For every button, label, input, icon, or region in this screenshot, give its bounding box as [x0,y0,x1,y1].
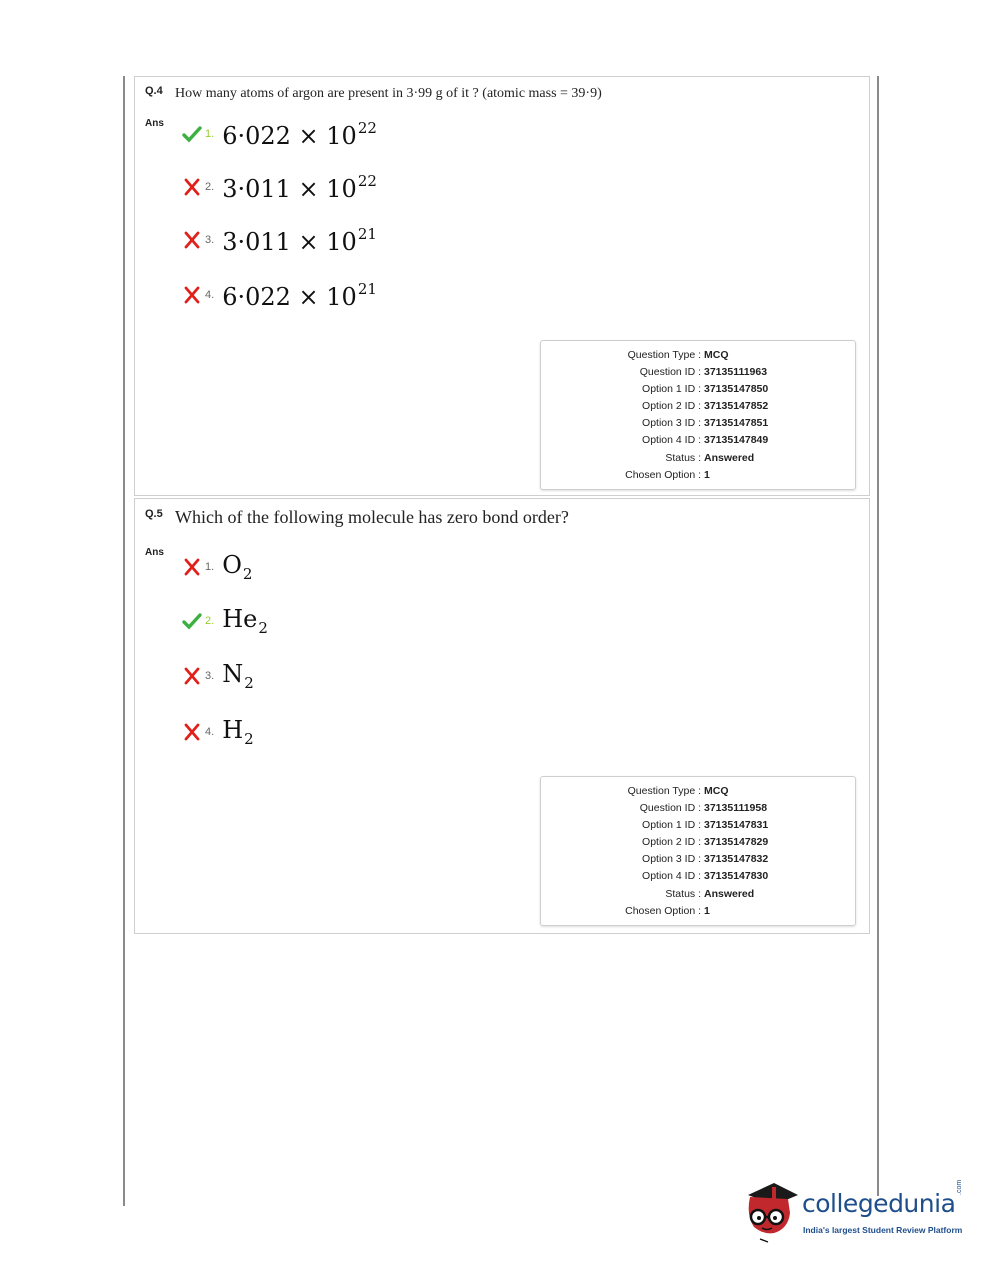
meta-key: Option 1 ID : [642,819,701,832]
meta-value: 37135147829 [704,836,769,849]
question-meta-panel [540,776,856,926]
meta-key: Status : [665,451,701,464]
option-value: $6\cdot 022 \times 10^{22}$ [222,118,377,150]
meta-key: Option 3 ID : [642,417,701,430]
option-row [181,167,377,207]
meta-row [541,450,855,467]
meta-value: 37135147849 [704,434,769,447]
answer-label: Ans [145,547,164,558]
check-icon [181,123,203,145]
meta-value: 1 [704,468,710,481]
cross-icon [181,284,203,306]
option-value: $N_2$ [222,660,254,692]
cross-icon [181,229,203,251]
page-right-rule [877,76,879,1196]
question-text: Which of the following molecule has zero bond order? [175,507,569,527]
meta-value: 37135111958 [704,802,768,815]
option-value: $3\cdot 011 \times 10^{22}$ [222,171,377,203]
cross-icon [181,556,203,578]
brand-name: collegedunia [802,1189,956,1218]
check-icon [181,610,203,632]
option-row [181,601,268,641]
option-number: 4. [205,289,215,301]
option-row [181,275,377,315]
meta-row [541,817,855,834]
cross-icon [181,721,203,743]
meta-key: Option 1 ID : [642,383,701,396]
meta-row [541,347,855,364]
collegedunia-logo[interactable] [740,1175,980,1245]
question-block [134,498,870,934]
question-text: How many atoms of argon are present in 3·99 g of it ? (atomic mass = 39·9) [175,86,602,101]
meta-key: Option 2 ID : [642,400,701,413]
meta-key: Question ID : [639,802,701,815]
question-meta-panel [540,340,856,490]
option-row [181,547,252,587]
meta-key: Option 3 ID : [642,853,701,866]
meta-row [541,783,855,800]
meta-key: Question Type : [627,349,701,361]
meta-key: Chosen Option : [625,468,701,481]
meta-row [541,381,855,398]
meta-key: Status : [665,887,701,900]
meta-row [541,834,855,851]
option-number: 2. [205,181,215,193]
meta-row [541,903,855,920]
meta-row [541,432,855,449]
meta-key: Option 4 ID : [642,434,701,447]
question-block [134,76,870,496]
question-number: Q.4 [145,85,163,97]
answer-label: Ans [145,118,164,129]
meta-row [541,415,855,432]
brand-suffix: .com [956,1179,963,1195]
page-left-rule [123,76,125,1206]
meta-value: 37135147830 [704,870,769,883]
meta-value: 1 [704,904,710,917]
option-value: $He_2$ [222,605,268,637]
option-value: $H_2$ [222,716,254,748]
meta-key: Question Type : [627,785,701,797]
option-value: $6\cdot 022 \times 10^{21}$ [222,279,377,311]
meta-row [541,398,855,415]
meta-value: 37135147832 [704,853,769,866]
cross-icon [181,176,203,198]
meta-value: 37135147831 [704,819,769,832]
option-number: 3. [205,234,215,246]
meta-value: 37135147850 [704,383,769,396]
meta-value: Answered [704,887,755,900]
option-number: 1. [205,128,215,140]
meta-key: Chosen Option : [625,904,701,917]
option-row [181,656,254,696]
meta-key: Question ID : [639,366,701,379]
meta-row [541,467,855,484]
option-number: 4. [205,726,215,738]
meta-row [541,886,855,903]
meta-value: MCQ [704,349,729,361]
option-number: 3. [205,670,215,682]
meta-row [541,800,855,817]
meta-value: MCQ [704,785,729,797]
option-value: $3\cdot 011 \times 10^{21}$ [222,224,377,256]
brand-tagline: India's largest Student Review Platform [803,1225,963,1235]
cross-icon [181,665,203,687]
option-number: 2. [205,615,215,627]
meta-row [541,851,855,868]
option-row [181,712,254,752]
mascot-icon [740,1175,800,1245]
meta-row [541,868,855,885]
meta-value: 37135147852 [704,400,769,413]
option-row [181,114,377,154]
option-value: $O_2$ [222,551,253,583]
meta-key: Option 4 ID : [642,870,701,883]
option-row [181,220,377,260]
meta-value: 37135147851 [704,417,769,430]
meta-value: Answered [704,451,755,464]
meta-value: 37135111963 [704,366,768,379]
option-number: 1. [205,561,215,573]
meta-key: Option 2 ID : [642,836,701,849]
question-number: Q.5 [145,508,163,520]
meta-row [541,364,855,381]
